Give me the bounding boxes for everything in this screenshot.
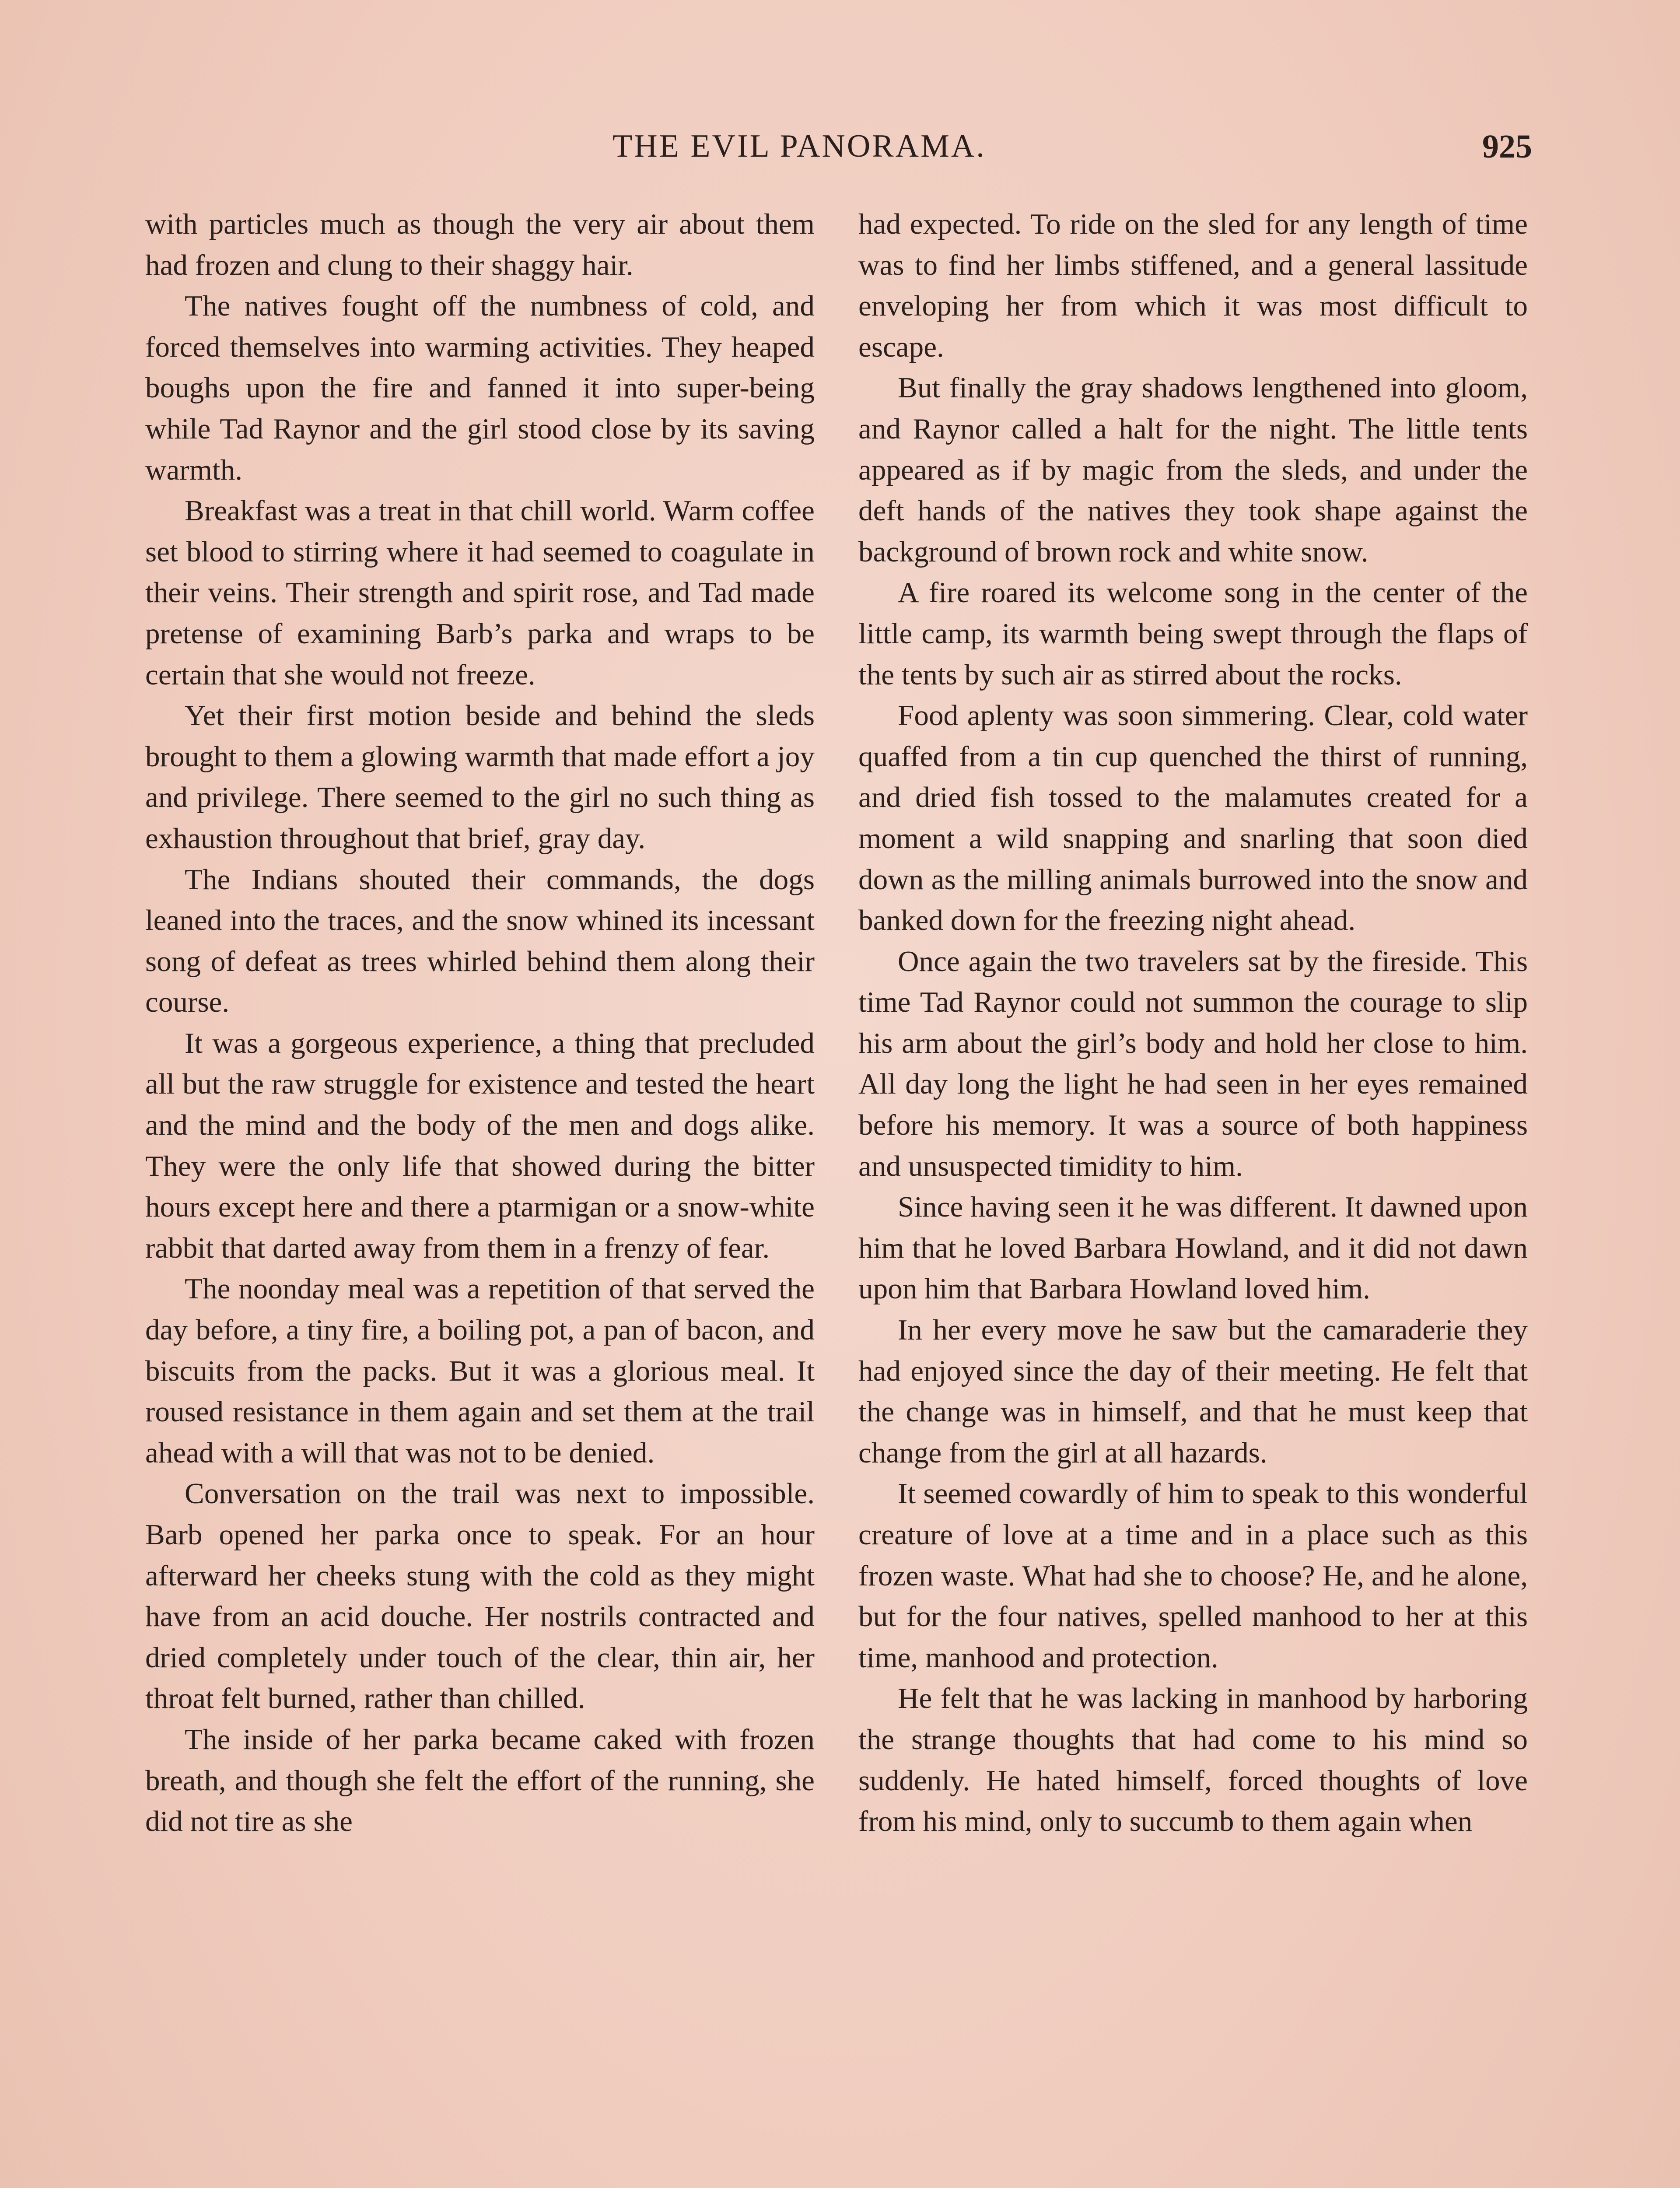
paragraph: The natives fought off the numbness of cold, and forced themselves into warming activities. They heaped boughs upon the fire and fanned it into super-being while Tad Raynor and the girl stood close by its saving warmth. (145, 289, 815, 486)
paragraph: In her every move he saw but the camaraderie they had enjoyed since the day of their meeting. He felt that the change was in himself, and that he must keep that change from the girl at all hazards. (858, 1313, 1528, 1469)
paragraph: Food aplenty was soon simmering. Clear, cold water quaffed from a tin cup quenched the thirst of running, and dried fish tossed to the malamutes created for a moment a wild snapping and snarling that soon died down as the milling animals burrowed into the snow and banked down for the freezing night ahead. (858, 699, 1528, 937)
paragraph: But finally the gray shadows lengthened into gloom, and Raynor called a halt for the night. The little tents appeared as if by magic from the sleds, and under the deft hands of the natives they took shape against the background of brown rock and white snow. (858, 371, 1528, 568)
paragraph: Breakfast was a treat in that chill world. Warm coffee set blood to stirring where it had seemed to coagulate in their veins. Their strength and spirit rose, and Tad made pretense of examining Barb’s parka and wraps to be certain that she would not freeze. (145, 494, 815, 691)
paragraph: Once again the two travelers sat by the fireside. This time Tad Raynor could not summon the courage to slip his arm about the girl’s body and hold her close to him. All day long the light he had seen in her eyes remained before his memory. It was a source of both happiness and unsuspected timidity to him. (858, 944, 1528, 1182)
page-header (0, 128, 1680, 180)
paragraph: The Indians shouted their commands, the dogs leaned into the traces, and the snow whined its incessant song of defeat as trees whirled behind them along their course. (145, 863, 815, 1019)
left-column (145, 203, 815, 1842)
paragraph: had expected. To ride on the sled for any length of time was to find her limbs stiffened, and a general lassitude enveloping her from which it was most difficult to escape. (858, 207, 1528, 363)
paragraph: He felt that he was lacking in manhood by harboring the strange thoughts that had come to his mind so suddenly. He hated himself, forced thoughts of love from his mind, only to succumb to them again when (858, 1682, 1528, 1838)
paragraph: A fire roared its welcome song in the center of the little camp, its warmth being swept through the flaps of the tents by such air as stirred about the rocks. (858, 576, 1528, 691)
right-column (858, 203, 1528, 1842)
paragraph: The noonday meal was a repetition of that served the day before, a tiny fire, a boiling pot, a pan of bacon, and biscuits from the packs. But it was a glorious meal. It roused resistance in them again and set them at the trail ahead with a will that was not to be denied. (145, 1272, 815, 1469)
paragraph: It seemed cowardly of him to speak to this wonderful creature of love at a time and in a place such as this frozen waste. What had she to choose? He, and he alone, but for the four natives, spelled manhood to her at this time, manhood and protection. (858, 1477, 1528, 1674)
paragraph: Conversation on the trail was next to impossible. Barb opened her parka once to speak. For an hour afterward her cheeks stung with the cold as they might have from an acid douche. Her nostrils contracted and dried completely under touch of the clear, thin air, her throat felt burned, rather than chilled. (145, 1477, 815, 1715)
paragraph: with particles much as though the very air about them had frozen and clung to their shaggy hair. (145, 207, 815, 281)
paragraph: Since having seen it he was different. It dawned upon him that he loved Barbara Howland, and it did not dawn upon him that Barbara Howland loved him. (858, 1190, 1528, 1305)
paragraph: Yet their first motion beside and behind the sleds brought to them a glowing warmth that made effort a joy and privilege. There seemed to the girl no such thing as exhaustion throughout that brief, gray day. (145, 699, 815, 855)
page-number: 925 (1482, 128, 1532, 165)
paragraph: It was a gorgeous experience, a thing that precluded all but the raw struggle for existence and tested the heart and the mind and the body of the men and dogs alike. They were the only life that showed during the bitter hours except here and there a ptarmigan or a snow-white rabbit that darted away from them in a frenzy of fear. (145, 1026, 815, 1264)
paragraph: The inside of her parka became caked with frozen breath, and though she felt the effort of the running, she did not tire as she (145, 1722, 815, 1838)
running-title: THE EVIL PANORAMA. (612, 128, 986, 164)
